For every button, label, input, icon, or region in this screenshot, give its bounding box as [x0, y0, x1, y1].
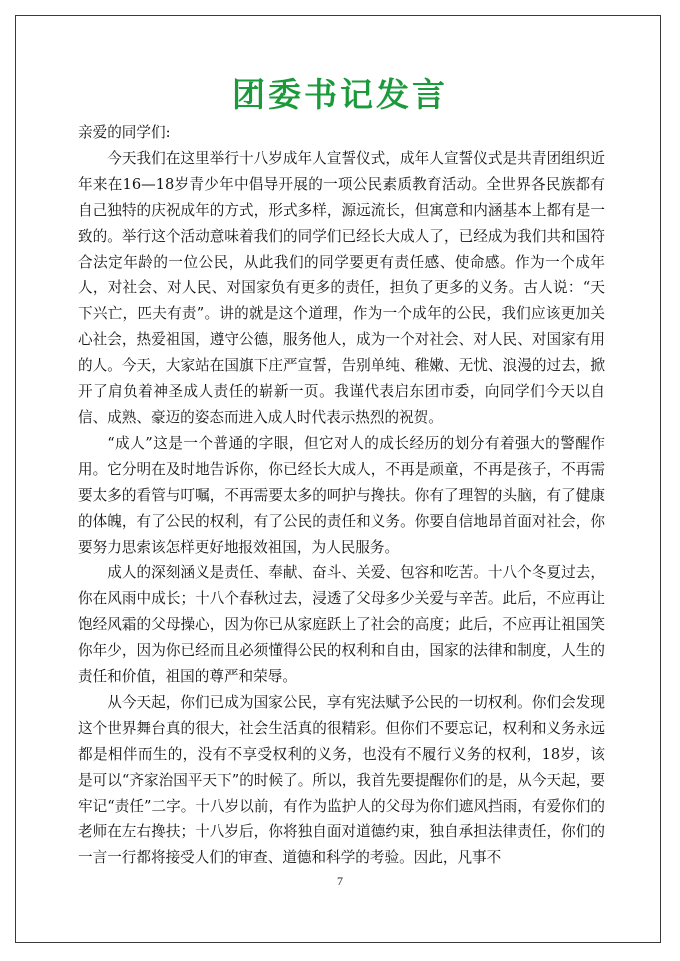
document-body [78, 120, 605, 871]
body-paragraph-4: 从今天起，你们已成为国家公民，享有宪法赋予公民的一切权利。你们会发现这个世界舞台真的很大，社会生活真的很精彩。但你们不要忘记，权利和义务永远都是相伴而生的，没有不享受权利的义务，也没有不履行义务的权利，18岁，该是可以“齐家治国平天下”的时候了。所以，我首先要提醒你们的是，从今天起，要牢记“责任”二字。十八岁以前，有作为监护人的父母为你们遮风挡雨，有爱你们的老师在左右搀扶；十八岁后，你将独自面对道德约束，独自承担法律责任，你们的一言一行都将接受人们的审查、道德和科学的考验。因此，凡事不 [78, 693, 605, 867]
body-paragraph-3: 成人的深刻涵义是责任、奉献、奋斗、关爱、包容和吃苦。十八个冬夏过去，你在风雨中成长；十八个春秋过去，浸透了父母多少关爱与辛苦。此后，不应再让饱经风霜的父母操心，因为你已从家庭跃上了社会的高度；此后，不应再让祖国笑你年少，因为你已经而且必须懂得公民的权利和自由，国家的法律和制度，人生的责任和价值，祖国的尊严和荣辱。 [78, 564, 605, 686]
page-number: 7 [337, 874, 343, 888]
body-paragraph-2: “成人”这是一个普通的字眼，但它对人的成长经历的划分有着强大的警醒作用。它分明在及时地告诉你，你已经长大成人，不再是顽童，不再是孩子，不再需要太多的看管与叮嘱，不再需要太多的呵护与搀扶。你有了理智的头脑，有了健康的体魄，有了公民的权利，有了公民的责任和义务。你要自信地昂首面对社会，你要努力思索该怎样更好地报效祖国，为人民服务。 [78, 434, 605, 556]
body-paragraph-1: 今天我们在这里举行十八岁成年人宣誓仪式，成年人宣誓仪式是共青团组织近年来在16—18岁青少年中倡导开展的一项公民素质教育活动。全世界各民族都有自己独特的庆祝成年的方式，形式多样，源远流长，但寓意和内涵基本上都有是一致的。举行这个活动意味着我们的同学们已经长大成人了，已经成为我们共和国符合法定年龄的一位公民，从此我们的同学要更有责任感、使命感。作为一个成年人，对社会、对人民、对国家负有更多的责任，担负了更多的义务。古人说：“天下兴亡，匹夫有责”。讲的就是这个道理，作为一个成年的公民，我们应该更加关心社会，热爱祖国，遵守公德，服务他人，成为一个对社会、对人民、对国家有用的人。今天，大家站在国旗下庄严宣誓，告别单纯、稚嫩、无忧、浪漫的过去，掀开了肩负着神圣成人责任的崭新一页。我谨代表启东团市委，向同学们今天以自信、成熟、豪迈的姿态而进入成人时代表示热烈的祝贺。 [78, 149, 605, 426]
document-title: 团委书记发言 [232, 75, 448, 114]
salutation: 亲爱的同学们: [78, 124, 171, 141]
